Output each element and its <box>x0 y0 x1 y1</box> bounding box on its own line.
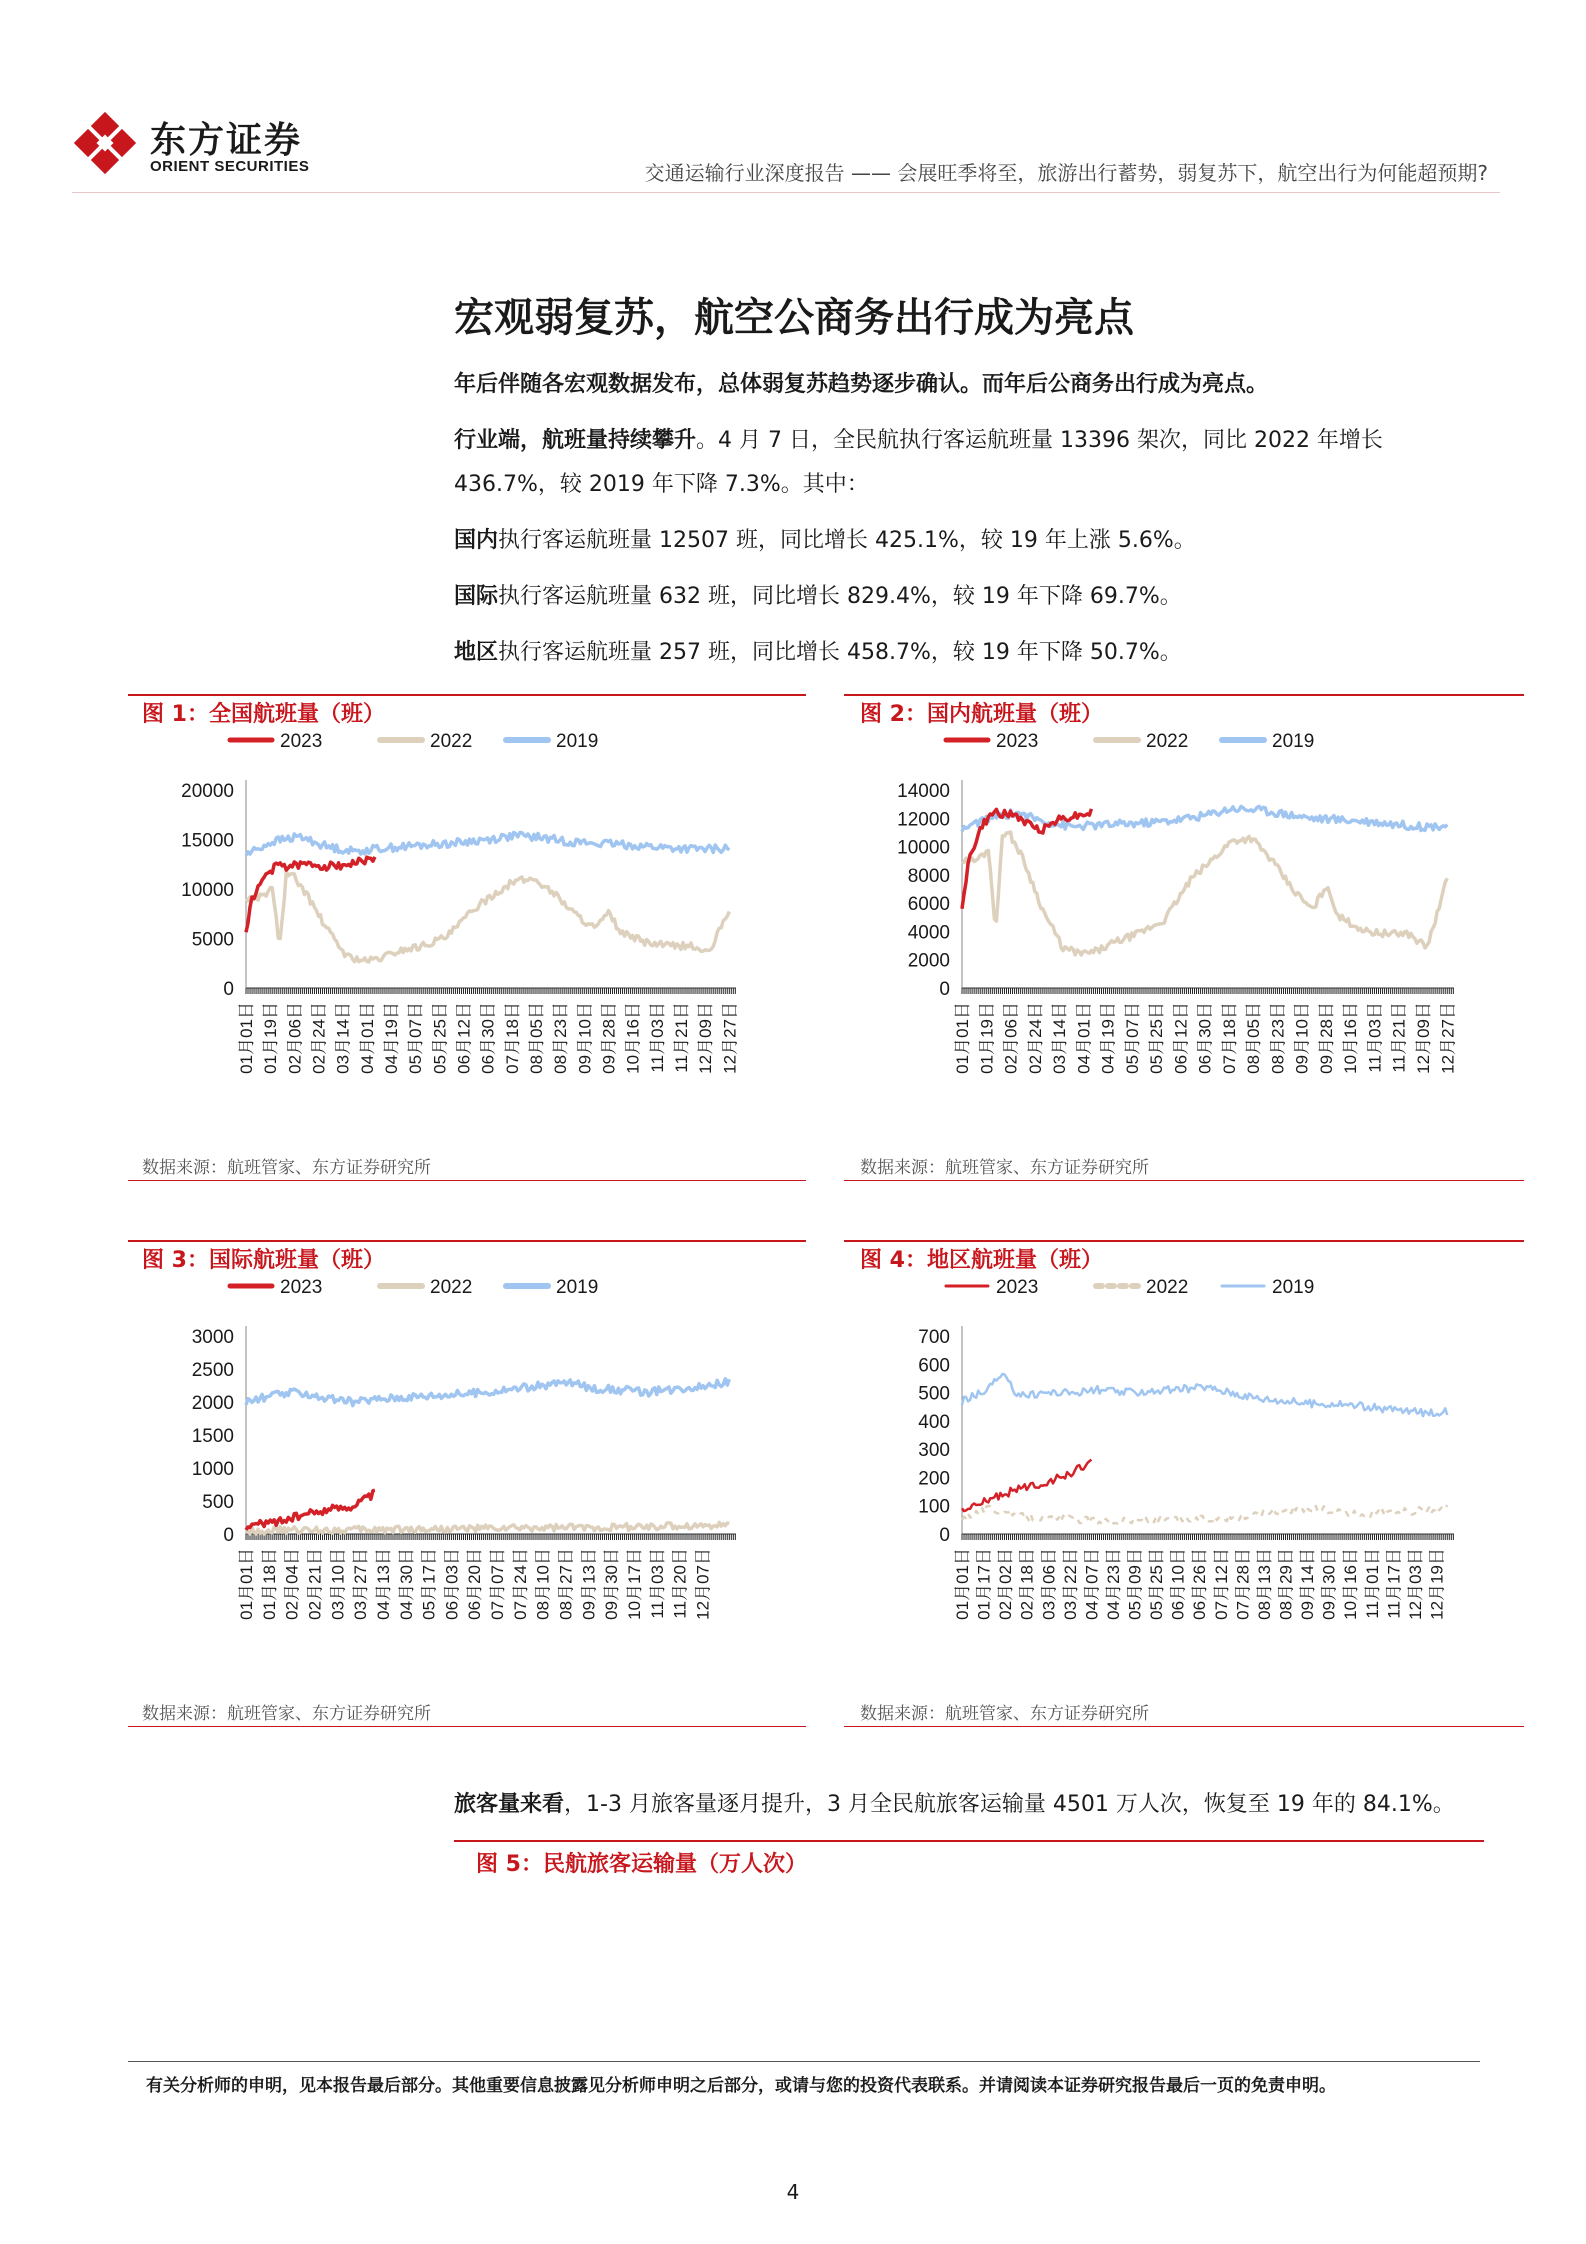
y-tick-label: 0 <box>223 1525 234 1546</box>
legend-label-2023: 2023 <box>280 1277 323 1298</box>
chart-regional-flights <box>844 1276 1524 1696</box>
x-tick-label: 10月16日 <box>623 1002 643 1074</box>
y-tick-label: 600 <box>918 1355 950 1377</box>
header-divider <box>72 192 1500 193</box>
x-tick-label: 05月07日 <box>406 1002 426 1074</box>
x-tick-label: 05月25日 <box>1147 1002 1167 1074</box>
x-tick-label: 04月07日 <box>1082 1548 1102 1620</box>
x-tick-label: 03月10日 <box>328 1548 348 1620</box>
y-tick-label: 500 <box>202 1492 234 1513</box>
paragraph-domestic <box>454 526 1504 556</box>
x-tick-label: 02月21日 <box>305 1548 325 1620</box>
x-tick-label: 12月09日 <box>696 1002 716 1074</box>
x-tick-label: 09月10日 <box>1292 1002 1312 1074</box>
x-tick-label: 09月30日 <box>1319 1548 1339 1620</box>
paragraph-regional-lead: 地区 <box>454 640 499 665</box>
x-tick-label: 04月01日 <box>1074 1002 1094 1074</box>
x-tick-label: 07月28日 <box>1233 1548 1253 1620</box>
fig2-top-rule <box>844 694 1524 696</box>
x-tick-label: 06月12日 <box>454 1002 474 1074</box>
paragraph-passengers-lead: 旅客量来看 <box>454 1792 565 1817</box>
y-tick-label: 6000 <box>907 894 950 916</box>
x-tick-label: 01月01日 <box>237 1002 256 1074</box>
x-tick-label: 01月18日 <box>259 1548 279 1620</box>
legend-label-2019: 2019 <box>556 1277 599 1298</box>
fig3-top-rule <box>128 1240 806 1242</box>
paragraph-domestic-lead: 国内 <box>454 528 499 553</box>
x-tick-label: 12月27日 <box>1438 1002 1458 1074</box>
y-tick-label: 0 <box>939 1525 950 1546</box>
legend-item-2019 <box>1222 1277 1314 1298</box>
x-tick-label: 12月03日 <box>1405 1548 1425 1620</box>
x-tick-label: 05月25日 <box>1147 1548 1167 1620</box>
series-line-2019 <box>962 1374 1447 1416</box>
series-line-2019 <box>246 1379 729 1406</box>
report-header-title: 交通运输行业深度报告 —— 会展旺季将至，旅游出行蓄势，弱复苏下，航空出行为何能超预期? <box>644 161 1488 185</box>
y-tick-label: 2000 <box>907 950 950 972</box>
x-tick-label: 11月17日 <box>1384 1548 1404 1619</box>
fig1-bottom-rule <box>128 1180 806 1181</box>
x-tick-label: 06月03日 <box>442 1548 462 1620</box>
fig3-bottom-rule <box>128 1726 806 1727</box>
legend-label-2019: 2019 <box>1272 731 1315 752</box>
fig2-bottom-rule <box>844 1180 1524 1181</box>
legend-item-2022 <box>380 731 472 752</box>
x-tick-label: 07月12日 <box>1211 1548 1231 1620</box>
y-tick-label: 14000 <box>897 781 950 802</box>
x-tick-label: 07月07日 <box>488 1548 508 1620</box>
chart-international-flights <box>128 1276 806 1696</box>
legend-item-2022 <box>1096 1277 1188 1298</box>
page-number: 4 <box>786 2180 800 2204</box>
x-tick-label: 06月26日 <box>1190 1548 1210 1620</box>
y-tick-label: 5000 <box>191 929 234 951</box>
x-tick-label: 04月19日 <box>1098 1002 1118 1074</box>
legend-item-2022 <box>1096 731 1188 752</box>
legend-label-2023: 2023 <box>996 731 1039 752</box>
legend-label-2022: 2022 <box>1146 731 1189 752</box>
x-tick-label: 04月30日 <box>396 1548 416 1620</box>
y-tick-label: 1000 <box>191 1459 234 1480</box>
y-tick-label: 15000 <box>181 830 234 852</box>
x-tick-label: 08月29日 <box>1276 1548 1296 1620</box>
x-tick-label: 11月03日 <box>1365 1002 1385 1073</box>
x-tick-label: 02月06日 <box>1001 1002 1021 1074</box>
y-tick-label: 10000 <box>897 837 950 859</box>
legend-label-2019: 2019 <box>556 731 599 752</box>
y-tick-label: 0 <box>939 979 950 1000</box>
paragraph-industry <box>454 426 1504 456</box>
x-tick-label: 06月30日 <box>1195 1002 1215 1074</box>
x-tick-label: 07月18日 <box>1219 1002 1239 1074</box>
x-tick-label: 09月28日 <box>1316 1002 1336 1074</box>
fig2-title: 图 2：国内航班量（班） <box>860 702 1103 727</box>
x-tick-label: 02月04日 <box>282 1548 302 1620</box>
paragraph-summary: 年后伴随各宏观数据发布，总体弱复苏趋势逐步确认。而年后公商务出行成为亮点。 <box>454 372 1269 397</box>
x-tick-label: 07月24日 <box>510 1548 530 1620</box>
x-tick-label: 10月16日 <box>1341 1002 1361 1074</box>
paragraph-international-rest: 执行客运航班量 632 班，同比增长 829.4%，较 19 年下降 69.7%。 <box>498 584 1182 609</box>
legend-label-2023: 2023 <box>280 731 323 752</box>
y-tick-label: 20000 <box>181 781 234 802</box>
x-tick-label: 01月01日 <box>953 1002 972 1074</box>
x-tick-label: 08月10日 <box>533 1548 553 1620</box>
footer-divider <box>128 2061 1480 2062</box>
legend-label-2019: 2019 <box>1272 1277 1315 1298</box>
y-tick-label: 400 <box>918 1411 950 1433</box>
x-tick-label: 03月27日 <box>351 1548 371 1620</box>
x-tick-label: 05月25日 <box>430 1002 450 1074</box>
fig3-source: 数据来源：航班管家、东方证券研究所 <box>142 1704 431 1724</box>
brand-name-cn: 东方证券 <box>150 120 303 161</box>
y-tick-label: 4000 <box>907 922 950 944</box>
fig5-top-rule <box>454 1840 1484 1842</box>
legend-label-2023: 2023 <box>996 1277 1039 1298</box>
paragraph-regional <box>454 638 1504 668</box>
section-title: 宏观弱复苏，航空公商务出行成为亮点 <box>454 295 1134 341</box>
x-tick-label: 03月22日 <box>1060 1548 1080 1620</box>
paragraph-passengers <box>454 1790 1504 1820</box>
fig2-source: 数据来源：航班管家、东方证券研究所 <box>860 1158 1149 1178</box>
chart-national-flights <box>128 730 806 1150</box>
x-tick-label: 12月07日 <box>693 1548 713 1620</box>
x-tick-label: 02月24日 <box>1025 1002 1045 1074</box>
paragraph-domestic-rest: 执行客运航班量 12507 班，同比增长 425.1%，较 19 年上涨 5.6%。 <box>498 528 1196 553</box>
x-tick-label: 01月19日 <box>977 1002 997 1074</box>
y-tick-label: 12000 <box>897 809 950 831</box>
brand-name-en: ORIENT SECURITIES <box>150 158 310 175</box>
y-tick-label: 0 <box>223 979 234 1000</box>
paragraph-international <box>454 582 1504 612</box>
x-tick-label: 11月03日 <box>647 1002 667 1073</box>
x-tick-label: 01月17日 <box>974 1548 994 1620</box>
series-line-2023 <box>246 1490 375 1530</box>
x-tick-label: 02月18日 <box>1017 1548 1037 1620</box>
fig4-title: 图 4：地区航班量（班） <box>860 1248 1103 1273</box>
series-line-2022 <box>246 871 729 962</box>
series-line-2023 <box>962 809 1091 909</box>
legend-item-2019 <box>1222 731 1314 752</box>
x-tick-label: 02月24日 <box>309 1002 329 1074</box>
series-line-2023 <box>962 1460 1091 1512</box>
series-line-2022 <box>962 1505 1447 1524</box>
x-tick-label: 07月18日 <box>502 1002 522 1074</box>
x-tick-label: 11月20日 <box>670 1548 690 1619</box>
x-tick-label: 01月19日 <box>261 1002 281 1074</box>
x-tick-label: 09月14日 <box>1298 1548 1318 1620</box>
x-tick-label: 05月17日 <box>419 1548 439 1620</box>
x-tick-label: 08月05日 <box>1244 1002 1264 1074</box>
paragraph-industry-rest: 。4 月 7 日，全民航执行客运航班量 13396 架次，同比 2022 年增长 <box>696 428 1383 453</box>
x-tick-label: 06月10日 <box>1168 1548 1188 1620</box>
y-tick-label: 3000 <box>191 1327 234 1348</box>
legend-item-2019 <box>506 1277 598 1298</box>
x-tick-label: 05月07日 <box>1122 1002 1142 1074</box>
x-tick-label: 08月23日 <box>551 1002 571 1074</box>
x-tick-label: 03月14日 <box>333 1002 353 1074</box>
series-line-2022 <box>962 832 1447 955</box>
legend-item-2022 <box>380 1277 472 1298</box>
fig5-title: 图 5：民航旅客运输量（万人次） <box>476 1852 807 1877</box>
y-tick-label: 700 <box>918 1327 950 1348</box>
x-tick-label: 06月12日 <box>1171 1002 1191 1074</box>
legend-item-2023 <box>230 1277 322 1298</box>
x-tick-label: 12月09日 <box>1413 1002 1433 1074</box>
legend-label-2022: 2022 <box>430 1277 473 1298</box>
fig1-source: 数据来源：航班管家、东方证券研究所 <box>142 1158 431 1178</box>
x-tick-label: 11月01日 <box>1362 1548 1382 1619</box>
footer-disclaimer: 有关分析师的申明，见本报告最后部分。其他重要信息披露见分析师申明之后部分，或请与您的投资代表联系。并请阅读本证券研究报告最后一页的免责申明。 <box>146 2076 1336 2096</box>
legend-item-2023 <box>946 731 1038 752</box>
x-tick-label: 12月27日 <box>720 1002 740 1074</box>
fig4-top-rule <box>844 1240 1524 1242</box>
x-tick-label: 09月28日 <box>599 1002 619 1074</box>
x-tick-label: 09月13日 <box>579 1548 599 1620</box>
x-tick-label: 08月27日 <box>556 1548 576 1620</box>
x-tick-label: 03月14日 <box>1050 1002 1070 1074</box>
x-tick-label: 02月02日 <box>996 1548 1016 1620</box>
series-line-2022 <box>246 1522 729 1534</box>
x-tick-label: 04月23日 <box>1103 1548 1123 1620</box>
y-tick-label: 8000 <box>907 865 950 887</box>
x-tick-label: 01月01日 <box>953 1548 972 1620</box>
legend-item-2019 <box>506 731 598 752</box>
fig3-title: 图 3：国际航班量（班） <box>142 1248 385 1273</box>
fig1-title: 图 1：全国航班量（班） <box>142 702 385 727</box>
chart-domestic-flights <box>844 730 1524 1150</box>
x-tick-label: 11月21日 <box>671 1002 691 1073</box>
y-tick-label: 1500 <box>191 1426 234 1447</box>
y-tick-label: 500 <box>918 1383 950 1405</box>
paragraph-industry-line2: 436.7%，较 2019 年下降 7.3%。其中： <box>454 472 869 497</box>
x-tick-label: 02月06日 <box>285 1002 305 1074</box>
y-tick-label: 10000 <box>181 880 234 901</box>
x-tick-label: 12月19日 <box>1427 1548 1447 1620</box>
paragraph-industry-lead: 行业端，航班量持续攀升 <box>454 428 697 453</box>
x-tick-label: 08月05日 <box>526 1002 546 1074</box>
fig4-source: 数据来源：航班管家、东方证券研究所 <box>860 1704 1149 1724</box>
x-tick-label: 08月13日 <box>1254 1548 1274 1620</box>
x-tick-label: 06月20日 <box>465 1548 485 1620</box>
x-tick-label: 10月16日 <box>1341 1548 1361 1620</box>
fig1-top-rule <box>128 694 806 696</box>
series-line-2019 <box>246 832 729 855</box>
x-tick-label: 11月21日 <box>1389 1002 1409 1073</box>
x-tick-label: 06月30日 <box>478 1002 498 1074</box>
y-tick-label: 200 <box>918 1468 950 1490</box>
x-tick-label: 08月23日 <box>1268 1002 1288 1074</box>
legend-item-2023 <box>230 731 322 752</box>
fig4-bottom-rule <box>844 1726 1524 1727</box>
y-tick-label: 300 <box>918 1440 950 1462</box>
x-tick-label: 09月10日 <box>575 1002 595 1074</box>
legend-label-2022: 2022 <box>430 731 473 752</box>
x-tick-label: 11月03日 <box>647 1548 667 1619</box>
y-tick-label: 2500 <box>191 1360 234 1381</box>
x-tick-label: 05月09日 <box>1125 1548 1145 1620</box>
x-tick-label: 10月17日 <box>624 1548 644 1620</box>
paragraph-regional-rest: 执行客运航班量 257 班，同比增长 458.7%，较 19 年下降 50.7%。 <box>498 640 1182 665</box>
x-tick-label: 04月01日 <box>357 1002 377 1074</box>
y-tick-label: 2000 <box>191 1393 234 1414</box>
legend-label-2022: 2022 <box>1146 1277 1189 1298</box>
y-tick-label: 100 <box>918 1496 950 1518</box>
x-tick-label: 04月19日 <box>381 1002 401 1074</box>
orient-securities-logo-icon <box>72 110 138 176</box>
paragraph-international-lead: 国际 <box>454 584 499 609</box>
x-tick-label: 03月06日 <box>1039 1548 1059 1620</box>
x-tick-label: 04月13日 <box>373 1548 393 1620</box>
paragraph-passengers-rest: ，1-3 月旅客量逐月提升，3 月全民航旅客运输量 4501 万人次，恢复至 19 年的 84.1%。 <box>564 1792 1455 1817</box>
x-tick-label: 09月30日 <box>602 1548 622 1620</box>
x-tick-label: 01月01日 <box>237 1548 256 1620</box>
legend-item-2023 <box>946 1277 1038 1298</box>
